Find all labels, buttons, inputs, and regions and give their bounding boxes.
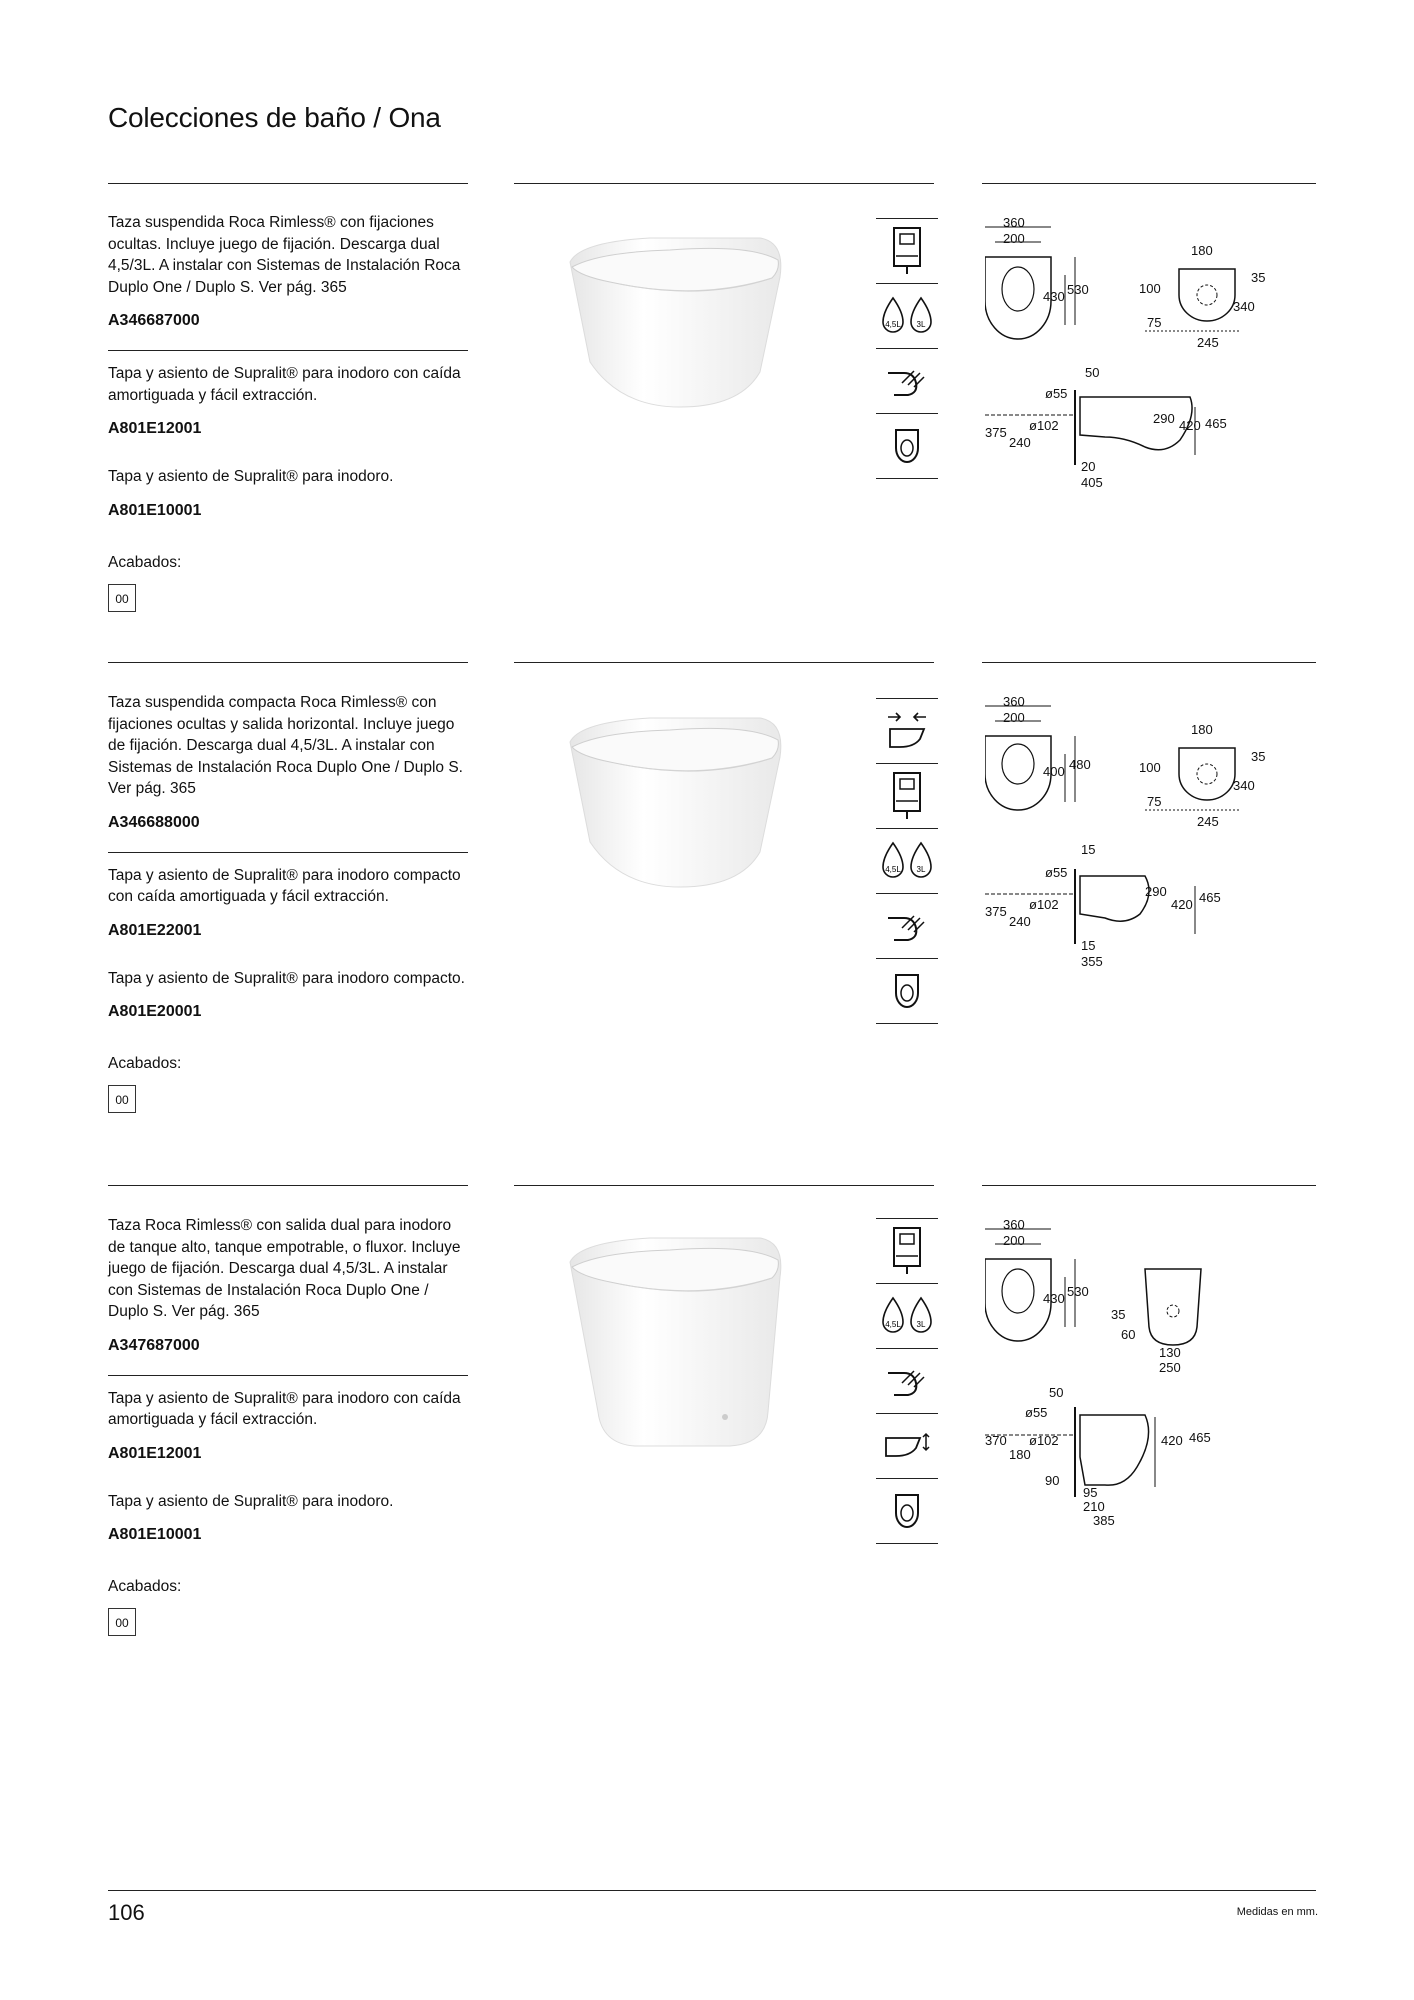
soft-close-seat-icon xyxy=(876,414,938,479)
dim-label: 60 xyxy=(1121,1327,1136,1342)
dim-label: 180 xyxy=(1009,1447,1031,1462)
dim-label: 250 xyxy=(1159,1360,1181,1375)
flush-label-half: 3L xyxy=(916,320,926,329)
section-divider xyxy=(982,183,1316,184)
dim-label: 210 xyxy=(1083,1499,1105,1514)
section-divider xyxy=(108,1185,468,1186)
cleaning-icon xyxy=(876,349,938,414)
front-view xyxy=(985,694,1091,810)
accessory-code: A801E10001 xyxy=(108,501,202,519)
page-title: Colecciones de baño / Ona xyxy=(108,102,441,133)
dim-label: 480 xyxy=(1069,757,1091,772)
front-view xyxy=(985,1217,1089,1341)
dim-label: 465 xyxy=(1205,416,1227,431)
dim-label: ø102 xyxy=(1029,418,1059,433)
back-view xyxy=(1111,1269,1201,1375)
footer-divider xyxy=(108,1890,1316,1891)
accessory-code: A801E12001 xyxy=(108,1444,202,1462)
product-info xyxy=(108,692,468,1113)
soft-close-seat-icon xyxy=(876,959,938,1024)
dim-label: 375 xyxy=(985,425,1007,440)
product-description: Taza suspendida compacta Roca Rimless® con fijaciones ocultas y salida horizontal. Incluye juego de fijación. Descarga dual 4,5/3L. A instalar con Sistemas de Instalación Roca Duplo One / Duplo S. Ver pág. 365 xyxy=(108,694,463,797)
floor-standing-toilet-image xyxy=(540,1222,810,1452)
product-description: Taza suspendida Roca Rimless® con fijaciones ocultas. Incluye juego de fijación. Descarga dual 4,5/3L. A instalar con Sistemas de Instalación Roca Duplo One / Duplo S. Ver pág. 365 xyxy=(108,214,461,296)
cleaning-icon xyxy=(876,894,938,959)
dim-label: 200 xyxy=(1003,1233,1025,1248)
dim-label: ø102 xyxy=(1029,897,1059,912)
wall-hung-toilet-image xyxy=(540,222,810,422)
dim-label: 375 xyxy=(985,904,1007,919)
cleaning-icon xyxy=(876,1349,938,1414)
top-view xyxy=(1139,722,1265,829)
dim-label: 50 xyxy=(1049,1385,1064,1400)
installation-frame-icon xyxy=(876,1219,938,1284)
accessory-code: A801E10001 xyxy=(108,1526,202,1543)
side-view xyxy=(985,365,1227,490)
finishes-label: Acabados: xyxy=(108,1578,182,1595)
top-view xyxy=(1139,243,1265,350)
dim-label: 400 xyxy=(1043,764,1065,779)
finish-swatch[interactable]: 00 xyxy=(108,1085,136,1113)
feature-icons xyxy=(876,698,938,1024)
flush-label-full: 4,5L xyxy=(885,1320,901,1329)
flush-label-full: 4,5L xyxy=(885,320,901,329)
dim-label: 180 xyxy=(1191,722,1213,737)
dim-label: 130 xyxy=(1159,1345,1181,1360)
section-divider xyxy=(108,183,468,184)
dim-label: 100 xyxy=(1139,281,1161,296)
product-code: A346687000 xyxy=(108,312,200,329)
adjustable-height-icon xyxy=(876,1414,938,1479)
dim-label: 420 xyxy=(1171,897,1193,912)
flush-label-full: 4,5L xyxy=(885,865,901,874)
dim-label: 405 xyxy=(1081,475,1103,490)
accessory-description: Tapa y asiento de Supralit® para inodoro. xyxy=(108,468,394,485)
technical-drawing xyxy=(985,1217,1315,1547)
finishes-label: Acabados: xyxy=(108,553,182,571)
dim-label: 530 xyxy=(1067,282,1089,297)
dim-label: 360 xyxy=(1003,694,1025,709)
dim-label: 290 xyxy=(1153,411,1175,426)
accessory-description: Tapa y asiento de Supralit® para inodoro con caída amortiguada y fácil extracción. xyxy=(108,1389,461,1428)
side-view xyxy=(985,842,1221,969)
section-divider xyxy=(514,1185,934,1186)
units-note: Medidas en mm. xyxy=(1236,1906,1318,1918)
dim-label: 35 xyxy=(1251,749,1266,764)
dim-label: 290 xyxy=(1145,884,1167,899)
dim-label: 245 xyxy=(1197,335,1219,350)
dim-label: ø102 xyxy=(1029,1433,1059,1448)
page-number: 106 xyxy=(108,1900,145,1925)
technical-drawing xyxy=(985,215,1315,495)
compact-toilet-image xyxy=(540,702,810,902)
section-divider xyxy=(982,1185,1316,1186)
dim-label: 360 xyxy=(1003,215,1025,230)
accessory-description: Tapa y asiento de Supralit® para inodoro. xyxy=(108,1492,394,1510)
accessory-code: A801E20001 xyxy=(108,1003,202,1020)
soft-close-seat-icon xyxy=(876,1479,938,1544)
dim-label: 95 xyxy=(1083,1485,1098,1500)
accessory-code: A801E22001 xyxy=(108,921,202,939)
accessory-divider xyxy=(108,852,468,853)
dim-label: 240 xyxy=(1009,435,1031,450)
product-info xyxy=(108,1215,468,1636)
dim-label: 15 xyxy=(1081,938,1096,953)
dim-label: 355 xyxy=(1081,954,1103,969)
compact-icon xyxy=(876,699,938,764)
dim-label: 90 xyxy=(1045,1473,1060,1488)
dual-flush-icon xyxy=(876,829,938,894)
dim-label: 385 xyxy=(1093,1513,1115,1528)
dim-label: 200 xyxy=(1003,231,1025,246)
front-view xyxy=(985,215,1089,339)
dim-label: 50 xyxy=(1085,365,1100,380)
product-info xyxy=(108,212,468,612)
section-divider xyxy=(514,183,934,184)
dim-label: 15 xyxy=(1081,842,1096,857)
dim-label: 340 xyxy=(1233,299,1255,314)
dim-label: 240 xyxy=(1009,914,1031,929)
product-code: A347687000 xyxy=(108,1336,200,1354)
dim-label: 20 xyxy=(1081,459,1096,474)
dim-label: 360 xyxy=(1003,1217,1025,1232)
accessory-description: Tapa y asiento de Supralit® para inodoro compacto con caída amortiguada y fácil extracción. xyxy=(108,866,461,905)
section-divider xyxy=(982,662,1316,663)
installation-frame-icon xyxy=(876,219,938,284)
dim-label: 430 xyxy=(1043,289,1065,304)
dim-label: 245 xyxy=(1197,814,1219,829)
dual-flush-icon xyxy=(876,1284,938,1349)
dim-label: 370 xyxy=(985,1433,1007,1448)
side-view xyxy=(985,1385,1211,1528)
flush-label-half: 3L xyxy=(916,865,926,874)
feature-icons xyxy=(876,1218,938,1544)
finish-swatch[interactable]: 00 xyxy=(108,1608,136,1636)
product-description: Taza Roca Rimless® con salida dual para inodoro de tanque alto, tanque empotrable, o fluxor. Incluye juego de fijación. Descarga dual 4,5/3L. A instalar con Sistemas de Instalación Roca Duplo One / Duplo S. Ver pág. 365 xyxy=(108,1217,461,1320)
dim-label: 340 xyxy=(1233,778,1255,793)
accessory-description: Tapa y asiento de Supralit® para inodoro con caída amortiguada y fácil extracción. xyxy=(108,365,461,404)
dim-label: ø55 xyxy=(1045,865,1068,880)
flush-label-half: 3L xyxy=(916,1320,926,1329)
accessory-divider xyxy=(108,350,468,351)
dim-label: 180 xyxy=(1191,243,1213,258)
dim-label: 420 xyxy=(1179,418,1201,433)
dim-label: 420 xyxy=(1161,1433,1183,1448)
finish-swatch[interactable]: 00 xyxy=(108,584,136,612)
dim-label: 35 xyxy=(1111,1307,1126,1322)
dim-label: 530 xyxy=(1067,1284,1089,1299)
section-divider xyxy=(108,662,468,663)
accessory-description: Tapa y asiento de Supralit® para inodoro compacto. xyxy=(108,969,465,987)
dim-label: 35 xyxy=(1251,270,1266,285)
installation-frame-icon xyxy=(876,764,938,829)
dim-label: ø55 xyxy=(1025,1405,1048,1420)
dim-label: 75 xyxy=(1147,315,1162,330)
accessory-code: A801E12001 xyxy=(108,420,202,437)
dim-label: 75 xyxy=(1147,794,1162,809)
dim-label: 465 xyxy=(1189,1430,1211,1445)
product-code: A346688000 xyxy=(108,813,200,831)
dim-label: 465 xyxy=(1199,890,1221,905)
dual-flush-icon xyxy=(876,284,938,349)
feature-icons xyxy=(876,218,938,479)
dim-label: 100 xyxy=(1139,760,1161,775)
finishes-label: Acabados: xyxy=(108,1055,182,1072)
section-divider xyxy=(514,662,934,663)
dim-label: 430 xyxy=(1043,1291,1065,1306)
dim-label: ø55 xyxy=(1045,386,1068,401)
dim-label: 200 xyxy=(1003,710,1025,725)
technical-drawing xyxy=(985,694,1315,974)
accessory-divider xyxy=(108,1375,468,1376)
